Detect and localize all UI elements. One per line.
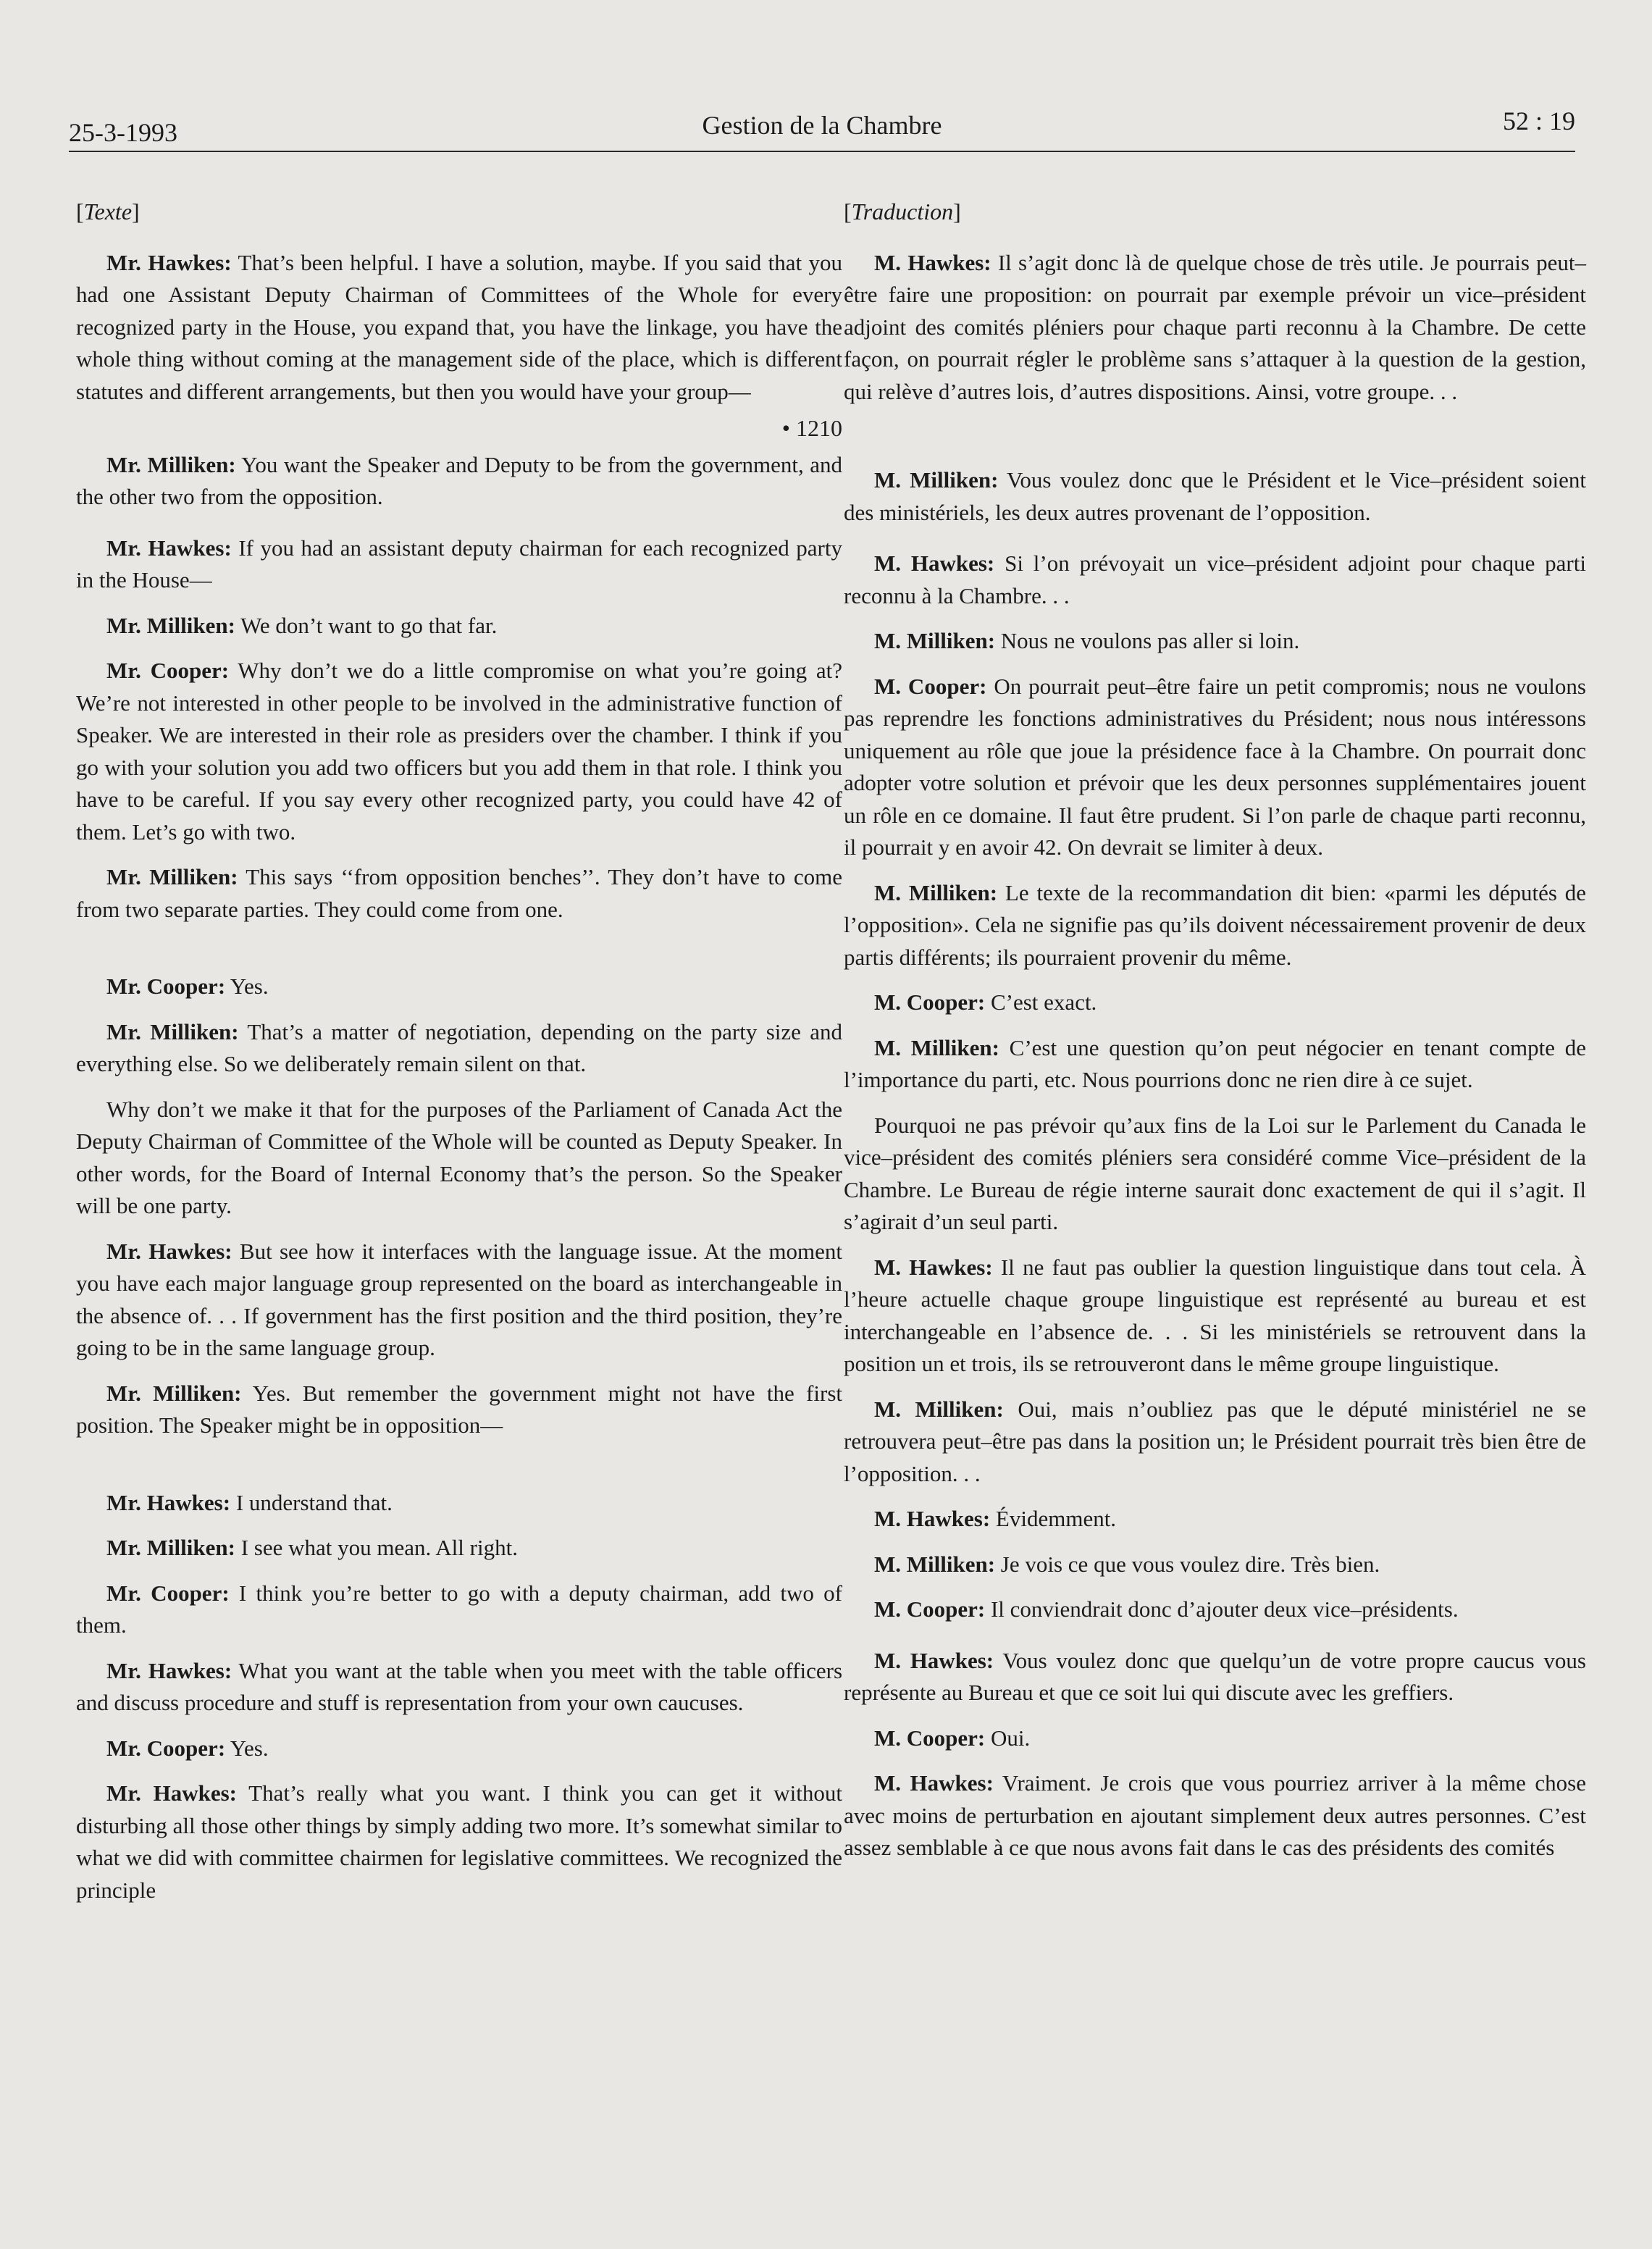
french-column <box>844 196 1586 1864</box>
paragraph: M. Hawkes: Si l’on prévoyait un vice–président adjoint pour chaque parti reconnu à la Chambre. . . <box>844 550 1586 608</box>
paragraph: Mr. Milliken: You want the Speaker and Deputy to be from the government, and the other two from the opposition. <box>76 451 842 509</box>
paragraph: M. Milliken: Oui, mais n’oubliez pas que le député ministériel ne se retrouvera peut–être pas dans la position un; le Président pourrait très bien être de l’opposition. . . <box>844 1396 1586 1486</box>
paragraph: Mr. Hawkes: That’s really what you want. I think you can get it without disturbing all those other things by simply adding two more. It’s somewhat similar to what we did with committee chairmen for legislative committees. We recognized the principle <box>76 1780 843 1903</box>
paragraph: M. Milliken: Je vois ce que vous voulez dire. Très bien. <box>874 1551 1380 1577</box>
paragraph: Mr. Hawkes: I understand that. <box>106 1489 393 1515</box>
paragraph: M. Hawkes: Vraiment. Je crois que vous pourriez arriver à la même chose avec moins de perturbation en ajoutant simplement deux autres personnes. C’est assez semblable à ce que nous avons fait dans le cas des présidents des comités <box>844 1770 1586 1860</box>
paragraph: Why don’t we make it that for the purposes of the Parliament of Canada Act the Deputy Chairman of Committee of the Whole will be counted as Deputy Speaker. In other words, for the Board of Internal Economy that’s the person. So the Speaker will be one party. <box>76 1096 842 1218</box>
paragraph: Mr. Milliken: I see what you mean. All right. <box>106 1535 518 1560</box>
column-label: [Traduction] <box>844 198 961 225</box>
paragraph: M. Milliken: Le texte de la recommandation dit bien: «parmi les députés de l’opposition». Cela ne signifie pas qu’ils doivent nécessairement provenir de deux partis différents; ils pourraient provenir du même. <box>844 879 1586 970</box>
paragraph: M. Cooper: On pourrait peut–être faire un petit compromis; nous ne voulons pas reprendre les fonctions administratives du Président; nous nous intéressons uniquement au rôle que joue la présidence face à la Chambre. On pourrait donc adopter votre solution et prévoir que les deux personnes supplémentaires jouent un rôle en ce domaine. Il faut être prudent. Si l’on parle de chaque parti reconnu, il pourrait y en avoir 42. On devrait se limiter à deux. <box>844 673 1586 860</box>
header-date: 25-3-1993 <box>69 118 177 147</box>
time-marker: • 1210 <box>781 415 842 441</box>
paragraph: Mr. Cooper: I think you’re better to go with a deputy chairman, add two of them. <box>76 1580 842 1638</box>
paragraph: M. Milliken: Nous ne voulons pas aller si loin. <box>874 628 1300 653</box>
paragraph: Mr. Milliken: That’s a matter of negotiation, depending on the party size and everything else. So we deliberately remain silent on that. <box>76 1018 843 1076</box>
paragraph: Mr. Cooper: Yes. <box>106 1735 269 1761</box>
paragraph: Mr. Hawkes: That’s been helpful. I have a solution, maybe. If you said that you had one Assistant Deputy Chairman of Committees of the Whole for every recognized party in the House, you expand that, you have the linkage, you have the whole thing without coming at the management side of the place, which is different statutes and different arrangements, but then you would have your group— <box>76 249 842 404</box>
paragraph: M. Cooper: Il conviendrait donc d’ajouter deux vice–présidents. <box>874 1596 1459 1622</box>
paragraph: Mr. Milliken: This says ‘‘from opposition benches’’. They don’t have to come from two separate parties. They could come from one. <box>76 864 842 922</box>
page-header <box>69 107 1575 152</box>
column-label: [Texte] <box>76 198 140 225</box>
paragraph: Mr. Milliken: We don’t want to go that far. <box>106 612 498 638</box>
paragraph: M. Hawkes: Vous voulez donc que quelqu’un de votre propre caucus vous représente au Bureau et que ce soit lui qui discute avec les greffiers. <box>844 1647 1586 1705</box>
paragraph: Mr. Milliken: Yes. But remember the government might not have the first position. The Speaker might be in opposition— <box>76 1380 842 1438</box>
paragraph: Mr. Cooper: Yes. <box>106 973 269 999</box>
header-title: Gestion de la Chambre <box>702 111 942 140</box>
paragraph: M. Milliken: C’est une question qu’on peut négocier en tenant compte de l’importance du parti, etc. Nous pourrions donc ne rien dire à ce sujet. <box>844 1034 1586 1092</box>
paragraph: Mr. Hawkes: What you want at the table when you meet with the table officers and discuss procedure and stuff is representation from your own caucuses. <box>76 1657 843 1715</box>
paragraph: Pourquoi ne pas prévoir qu’aux fins de la Loi sur le Parlement du Canada le vice–président des comités pléniers sera considéré comme Vice–président de la Chambre. Le Bureau de régie interne saurait donc exactement de qui il s’agit. Il s’agirait d’un seul parti. <box>844 1112 1586 1234</box>
paragraph: M. Hawkes: Évidemment. <box>874 1506 1117 1531</box>
paragraph: M. Milliken: Vous voulez donc que le Président et le Vice–président soient des ministériels, les deux autres provenant de l’opposition. <box>844 467 1586 525</box>
header-page-number: 52 : 19 <box>1502 106 1575 135</box>
paragraph: Mr. Hawkes: But see how it interfaces with the language issue. At the moment you have each major language group represented on the board as interchangeable in the absence of. . . If government has the first position and the third position, they’re going to be in the same language group. <box>76 1238 843 1360</box>
paragraph: M. Cooper: C’est exact. <box>874 989 1097 1015</box>
english-column <box>76 196 842 1906</box>
paragraph: M. Cooper: Oui. <box>874 1725 1031 1751</box>
paragraph: M. Hawkes: Il ne faut pas oublier la question linguistique dans tout cela. À l’heure actuelle chaque groupe linguistique est représenté au bureau et est interchangeable en l’absence de. . . Si les ministériels se retrouvent dans la position un et trois, ils se retrouveront dans le même groupe linguistique. <box>844 1254 1586 1376</box>
paragraph: Mr. Cooper: Why don’t we do a little compromise on what you’re going at? We’re not interested in other people to be involved in the administrative function of Speaker. We are interested in their role as presiders over the chamber. I think if you go with your solution you add two officers but you add them in that role. I think you have to be careful. If you say every other recognized party, you could have 42 of them. Let’s go with two. <box>76 658 842 845</box>
paragraph: M. Hawkes: Il s’agit donc là de quelque chose de très utile. Je pourrais peut–être faire une proposition: on pourrait par exemple prévoir un vice–président adjoint des comités pléniers pour chaque parti reconnu à la Chambre. De cette façon, on pourrait régler le problème sans s’attaquer à la question de la gestion, qui relève d’autres lois, d’autres dispositions. Ainsi, votre groupe. . . <box>844 249 1586 404</box>
paragraph: Mr. Hawkes: If you had an assistant deputy chairman for each recognized party in the House— <box>76 535 842 592</box>
